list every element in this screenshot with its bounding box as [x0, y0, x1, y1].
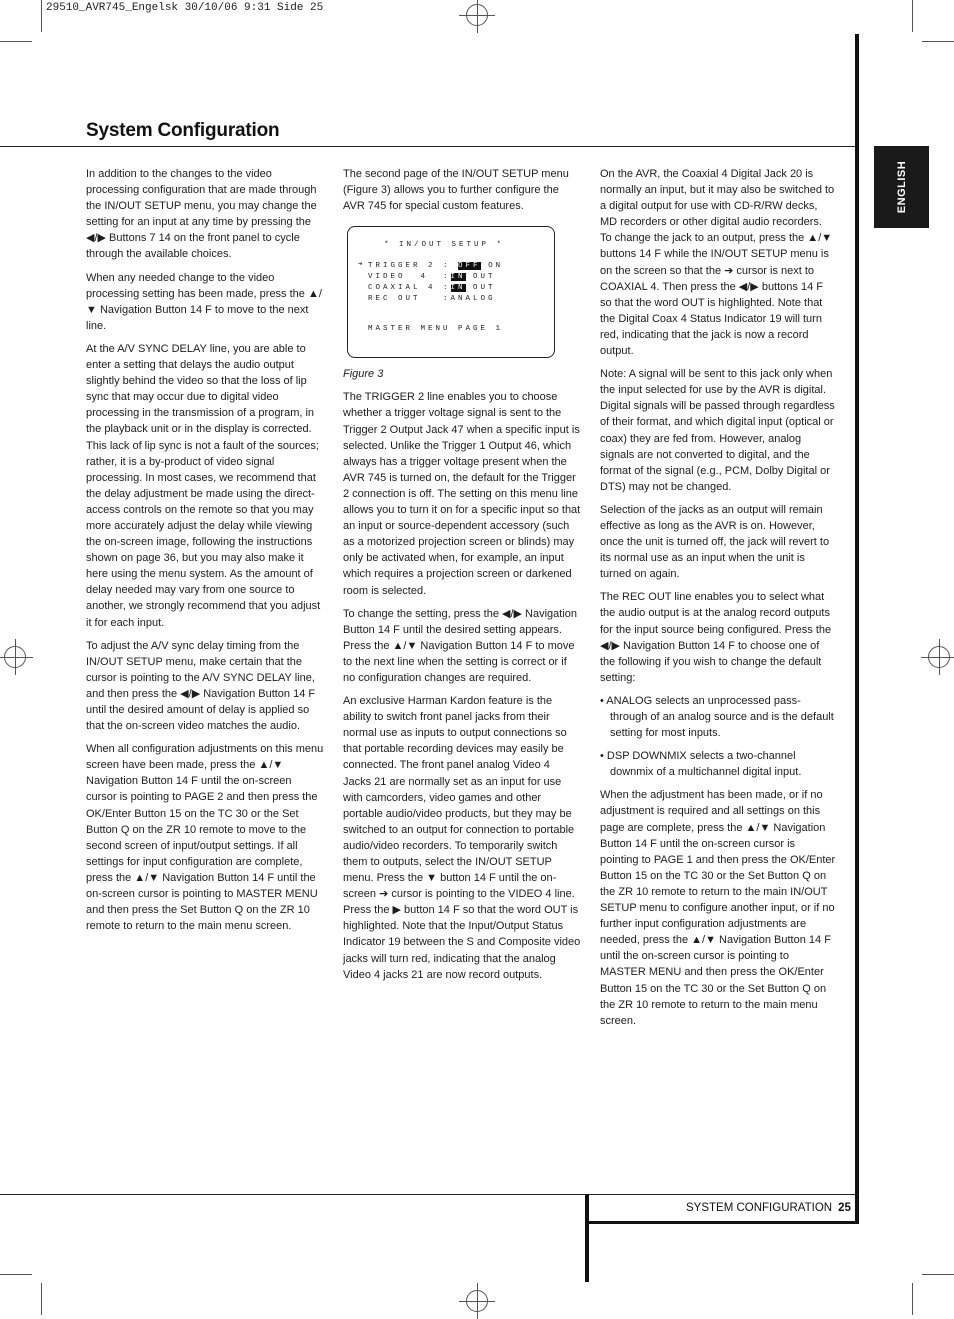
crop-mark: [0, 1274, 32, 1275]
crop-mark: [912, 0, 913, 32]
language-tab-label: ENGLISH: [895, 160, 908, 214]
footer-bar: [585, 1221, 859, 1224]
paragraph: The second page of the IN/OUT SETUP menu (Figure 3) allows you to further configure the AVR 745 for special custom features.: [343, 168, 569, 213]
osd-option: OUT: [473, 273, 496, 282]
crop-mark: [922, 41, 954, 42]
paragraph: To change the setting, press the ◀/▶ Navigation Button 14 F until the desired setting appears. Press the ▲/▼ Navigation Button 14 F to move to the next line when the setting is correct or if no configuration changes are required.: [343, 607, 577, 684]
paragraph: Note: A signal will be sent to this jack only when the input selected for use by the AVR is digital. Digital signals will be passed through regardless of their format, and which digital input (optical or coax) they are fed from. However, analog signals are not converted to digital, and the format of the signal (e.g., PCM, Dolby Digital or DTS) may not be changed.: [600, 368, 835, 493]
osd-cursor-arrow-icon: ➔: [358, 261, 363, 270]
registration-mark-icon: [466, 1290, 488, 1312]
paragraph: To adjust the A/V sync delay timing from the IN/OUT SETUP menu, make certain that the cursor is pointing to the A/V SYNC DELAY line, and then press the ◀/▶ Navigation Button 14 F until the desired amount of delay is applied so that the on-screen video matches the audio.: [86, 639, 316, 733]
footer: [686, 1202, 851, 1214]
print-slug: 29510_AVR745_Engelsk 30/10/06 9:31 Side 25: [46, 2, 324, 14]
osd-selected: OFF: [458, 262, 481, 271]
osd-selected: IN: [450, 284, 466, 293]
crop-mark: [912, 1283, 913, 1315]
paragraph: In addition to the changes to the video processing configuration that are made through the IN/OUT SETUP menu, you may change the setting for an input at any time by pressing the ◀/▶ Buttons 7 14 on the front panel to cycle through the available choices.: [86, 168, 317, 261]
crop-mark: [922, 1274, 954, 1275]
osd-line-master-menu: MASTER MENU PAGE 1: [368, 325, 504, 334]
figure-caption: Figure 3: [343, 368, 384, 381]
language-tab: [874, 146, 929, 228]
osd-label: COAXIAL 4 :: [368, 284, 451, 293]
paragraph: When any needed change to the video processing setting has been made, press the ▲/▼ Navigation Button 14 F to move to the next line.: [86, 271, 322, 332]
crop-mark: [41, 1283, 42, 1315]
osd-option: ON: [488, 262, 504, 271]
footer-bar: [585, 1194, 589, 1282]
column-1: [86, 166, 324, 941]
footer-section: SYSTEM CONFIGURATION: [686, 1202, 833, 1214]
osd-label: TRIGGER 2 :: [368, 262, 451, 271]
column-2: [343, 166, 581, 990]
margin-bar: [855, 34, 859, 1224]
bullet-item: • ANALOG selects an unprocessed pass-through of an analog source and is the default setting for most inputs.: [600, 694, 834, 740]
registration-mark-icon: [4, 646, 26, 668]
paragraph: The REC OUT line enables you to select what the audio output is at the analog record outputs for the input source being configured. Press the ◀/▶ Navigation Button 14 F to choose one of the following if you wish to change the default setting:: [600, 591, 832, 684]
footer-rule: [0, 1194, 858, 1195]
registration-mark-icon: [928, 646, 950, 668]
osd-label: VIDEO 4 :: [368, 273, 451, 282]
paragraph: When all configuration adjustments on this menu screen have been made, press the ▲/▼ Navigation Button 14 F until the on-screen cursor is pointing to PAGE 2 and then press the OK/Enter Button 15 on the TC 30 or the Set Button Q on the ZR 10 remote to move to the second screen of input/output settings. If all settings for input configuration are complete, press the ▲/▼ Navigation Button 14 F until the on-screen cursor is pointing to MASTER MENU and then press the Set Button Q on the ZR 10 remote to return to the main menu screen.: [86, 743, 324, 933]
page-title: System Configuration: [86, 120, 280, 141]
paragraph: At the A/V SYNC DELAY line, you are able to enter a setting that delays the audio output slightly behind the video so that the loss of lip sync that may occur due to digital video processing in the transmission of a program, in the playback unit or in the display is corrected. This lack of lip sync is not a fault of the sources; rather, it is a by-product of video signal processing. In most cases, we recommend that the delay adjustment be made using the direct-access controls on the remote so that you may more accurately adjust the delay while viewing the on-screen image, following the instructions shown on page 36, but you may also make it here using the menu system. As the amount of delay needed may vary from one source to another, we strongly recommend that you adjust it for each input.: [86, 342, 321, 629]
page-number: 25: [838, 1202, 851, 1214]
paragraph: An exclusive Harman Kardon feature is the ability to switch front panel jacks from their normal use as inputs to output connections so that portable recording devices may easily be connected. The front panel analog Video 4 Jacks 21 are normally set as an input for use with camcorders, video games and other portable audio/video products, but they may be switched to an output for connection to portable audio/video recorders. To temporarily switch them to outputs, select the IN/OUT SETUP menu. Press the ▼ button 14 F until the on-screen ➔ cursor is pointing to the VIDEO 4 line. Press the ▶ button 14 F so that the word OUT is highlighted. Note that the Input/Output Status Indicator 19 between the S and Composite video jacks will turn red, indicating that the analog Video 4 jacks 21 are now record outputs.: [343, 695, 581, 981]
crop-mark: [41, 0, 42, 32]
osd-option: OUT: [473, 284, 496, 293]
paragraph: When the adjustment has been made, or if no adjustment is required and all settings on this page are complete, press the ▲/▼ Navigation Button 14 F until the on-screen cursor is pointing to PAGE 1 and then press the OK/Enter Button 15 on the TC 30 or the Set Button Q on the ZR 10 remote to return to the main IN/OUT SETUP menu to configure another input, or if no further input configuration adjustments are needed, press the ▲/▼ Navigation Button 14 F until the on-screen cursor is pointing to MASTER MENU and then press the OK/Enter Button 15 on the TC 30 or the Set Button Q on the ZR 10 remote to return to the main menu screen.: [600, 789, 836, 1027]
paragraph: The TRIGGER 2 line enables you to choose whether a trigger voltage signal is sent to the Trigger 2 Output Jack 47 when a specific input is selected. Unlike the Trigger 1 Output 46, which always has a trigger voltage present when the AVR 745 is turned on, the default for the Trigger 2 connection is off. The setting on this menu line allows you to turn it on for a specific input so that an input or source-dependent accessory (such as a motorized projection screen or blinds) may only be activated when, for example, an input which requires a projection screen or darkened room is selected.: [343, 391, 581, 597]
column-3: [600, 166, 836, 1036]
osd-line-recout: REC OUT :ANALOG: [368, 295, 496, 304]
registration-mark-icon: [466, 4, 488, 26]
header-rule: [0, 146, 858, 147]
osd-menu-figure: [347, 226, 555, 358]
osd-title: * IN/OUT SETUP *: [384, 241, 505, 250]
osd-selected: IN: [450, 273, 466, 282]
paragraph: Selection of the jacks as an output will remain effective as long as the AVR is on. However, once the unit is turned off, the jack will revert to its normal use as an input when the unit is turned on again.: [600, 503, 830, 581]
paragraph: On the AVR, the Coaxial 4 Digital Jack 20 is normally an input, but it may also be switched to a digital output for use with CD-R/RW decks, MD recorders or other digital audio recorders. To change the jack to an output, press the ▲/▼ buttons 14 F while the IN/OUT SETUP menu is on the screen so that the ➔ cursor is next to COAXIAL 4. Then press the ◀/▶ buttons 14 F so that the word OUT is highlighted. Note that the Digital Coax 4 Status Indicator 19 will turn red, indicating that the jack is now a record output.: [600, 168, 835, 358]
crop-mark: [0, 41, 32, 42]
bullet-item: • DSP DOWNMIX selects a two-channel downmix of a multichannel digital input.: [600, 750, 802, 779]
